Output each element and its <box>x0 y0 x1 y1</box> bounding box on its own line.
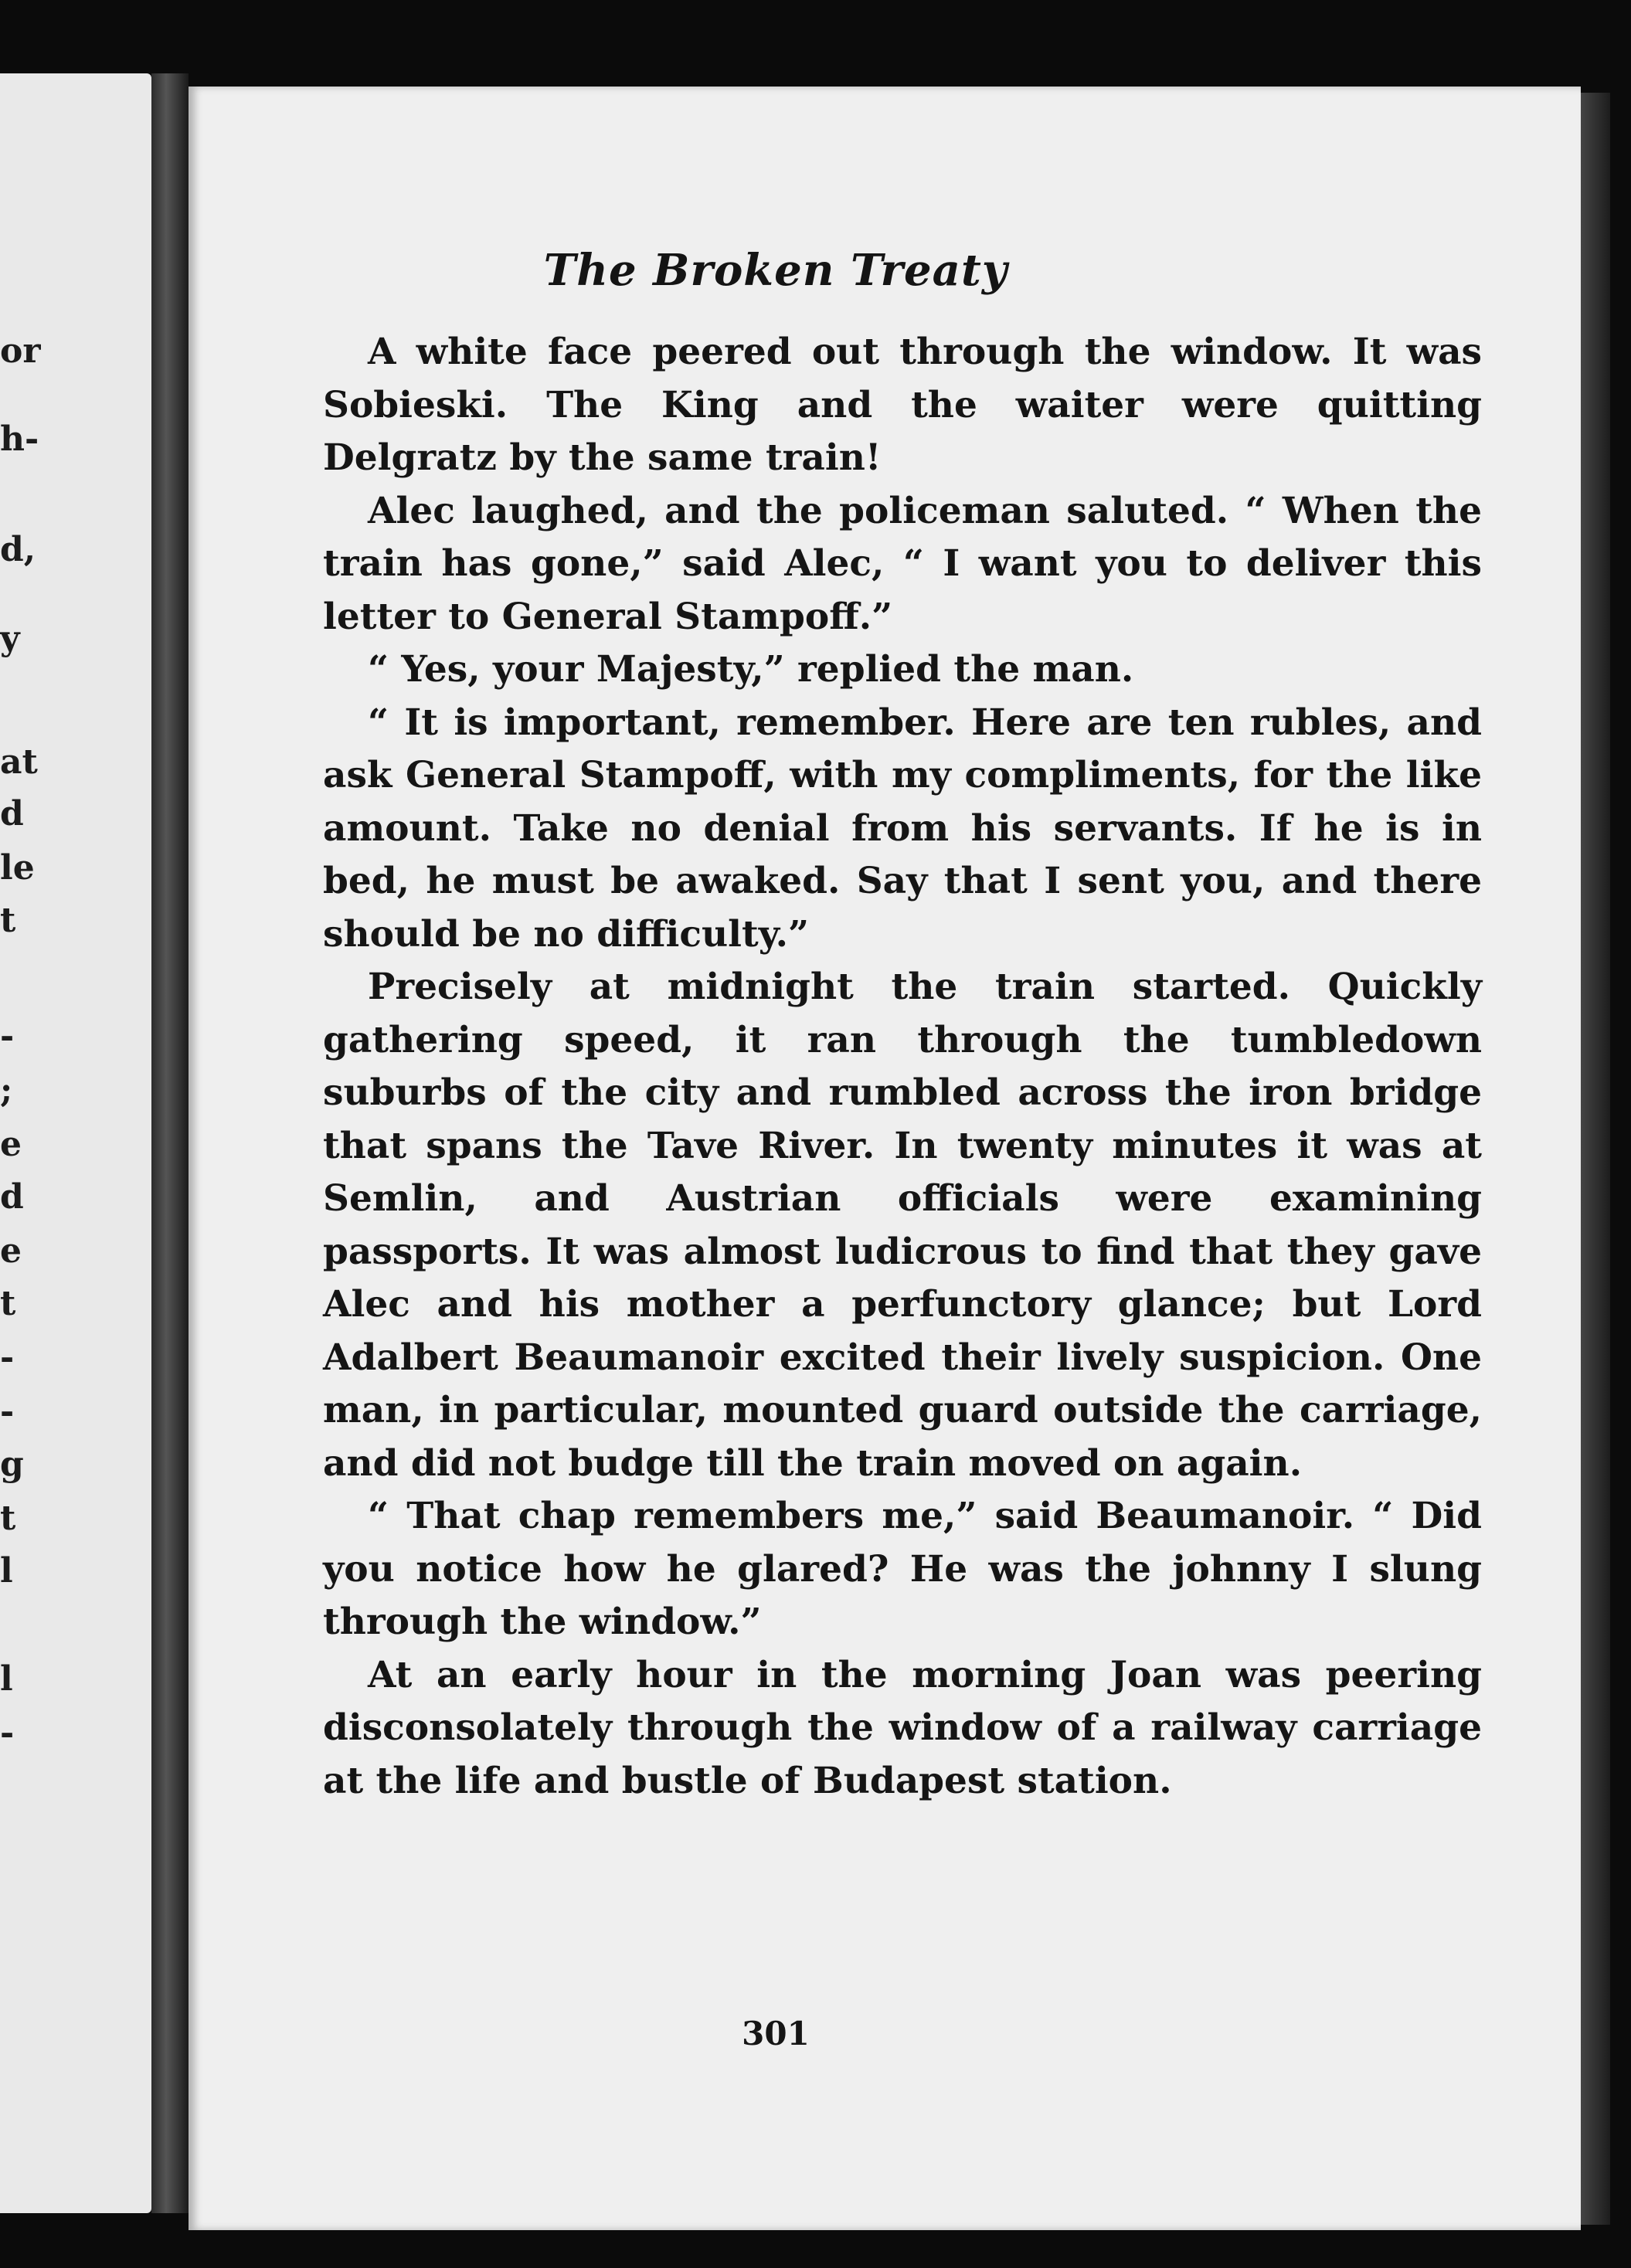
left-page-fragment: - <box>0 1713 15 1753</box>
paragraph: Alec laughed, and the policeman saluted. “ When the train has gone,” said Alec, “ I want you to deliver this letter to General Stampoff.” <box>323 489 1482 638</box>
book-page <box>189 87 1581 2230</box>
left-page-fragment: t <box>0 1284 16 1323</box>
left-page-fragment: t <box>0 1499 16 1538</box>
left-page-fragment: - <box>0 1017 15 1056</box>
left-page-fragment: e <box>0 1125 22 1164</box>
left-page-fragment: - <box>0 1392 15 1431</box>
page-edge-shadow <box>1581 93 1610 2225</box>
left-page-fragment: h- <box>0 419 39 459</box>
left-page-fragment: at <box>0 742 38 782</box>
left-page-fragment: l <box>0 1551 13 1591</box>
left-page-fragment: ; <box>0 1071 13 1110</box>
left-page-fragment: l <box>0 1659 13 1699</box>
paragraph: “ That chap remembers me,” said Beaumanoir. “ Did you notice how he glared? He was the johnny I slung through the window.” <box>323 1495 1482 1643</box>
left-page-fragment: d <box>0 794 24 834</box>
paragraph: Precisely at midnight the train started. Quickly gathering speed, it ran through the tumbledown suburbs of the city and rumbled across the iron bridge that spans the Tave River. In twenty minutes it was at Semlin, and Austrian officials were examining passports. It was almost ludicrous to find that they gave Alec and his mother a perfunctory glance; but Lord Adalbert Beaumanoir excited their lively suspicion. One man, in particular, mounted guard outside the carriage, and did not budge till the train moved on again. <box>323 966 1482 1485</box>
left-page-fragment: g <box>0 1445 24 1484</box>
book-gutter <box>151 73 189 2213</box>
left-page-fragment: d <box>0 1177 24 1217</box>
paragraph: “ Yes, your Majesty,” replied the man. <box>368 648 1134 691</box>
paragraph: At an early hour in the morning Joan was peering disconsolately through the window of a railway carriage at the life and bustle of Budapest station. <box>323 1653 1482 1802</box>
left-page-fragment: e <box>0 1231 22 1271</box>
facing-page-edge <box>0 73 151 2213</box>
running-head: The Broken Treaty <box>543 245 1008 296</box>
page-body <box>323 326 1482 1808</box>
left-page-fragment: y <box>0 619 20 658</box>
left-page-fragment: - <box>0 1338 15 1377</box>
page-number: 301 <box>742 2015 810 2052</box>
left-page-fragment: d, <box>0 530 36 569</box>
left-page-fragment: t <box>0 901 16 940</box>
left-page-fragment: le <box>0 848 35 888</box>
paragraph: “ It is important, remember. Here are ten rubles, and ask General Stampoff, with my compliments, for the like amount. Take no denial from his servants. If he is in bed, he must be awaked. Say that I sent you, and there should be no difficulty.” <box>323 701 1482 956</box>
left-page-fragment: or <box>0 331 41 371</box>
paragraph: A white face peered out through the window. It was Sobieski. The King and the waiter were quitting Delgratz by the same train! <box>323 331 1482 479</box>
